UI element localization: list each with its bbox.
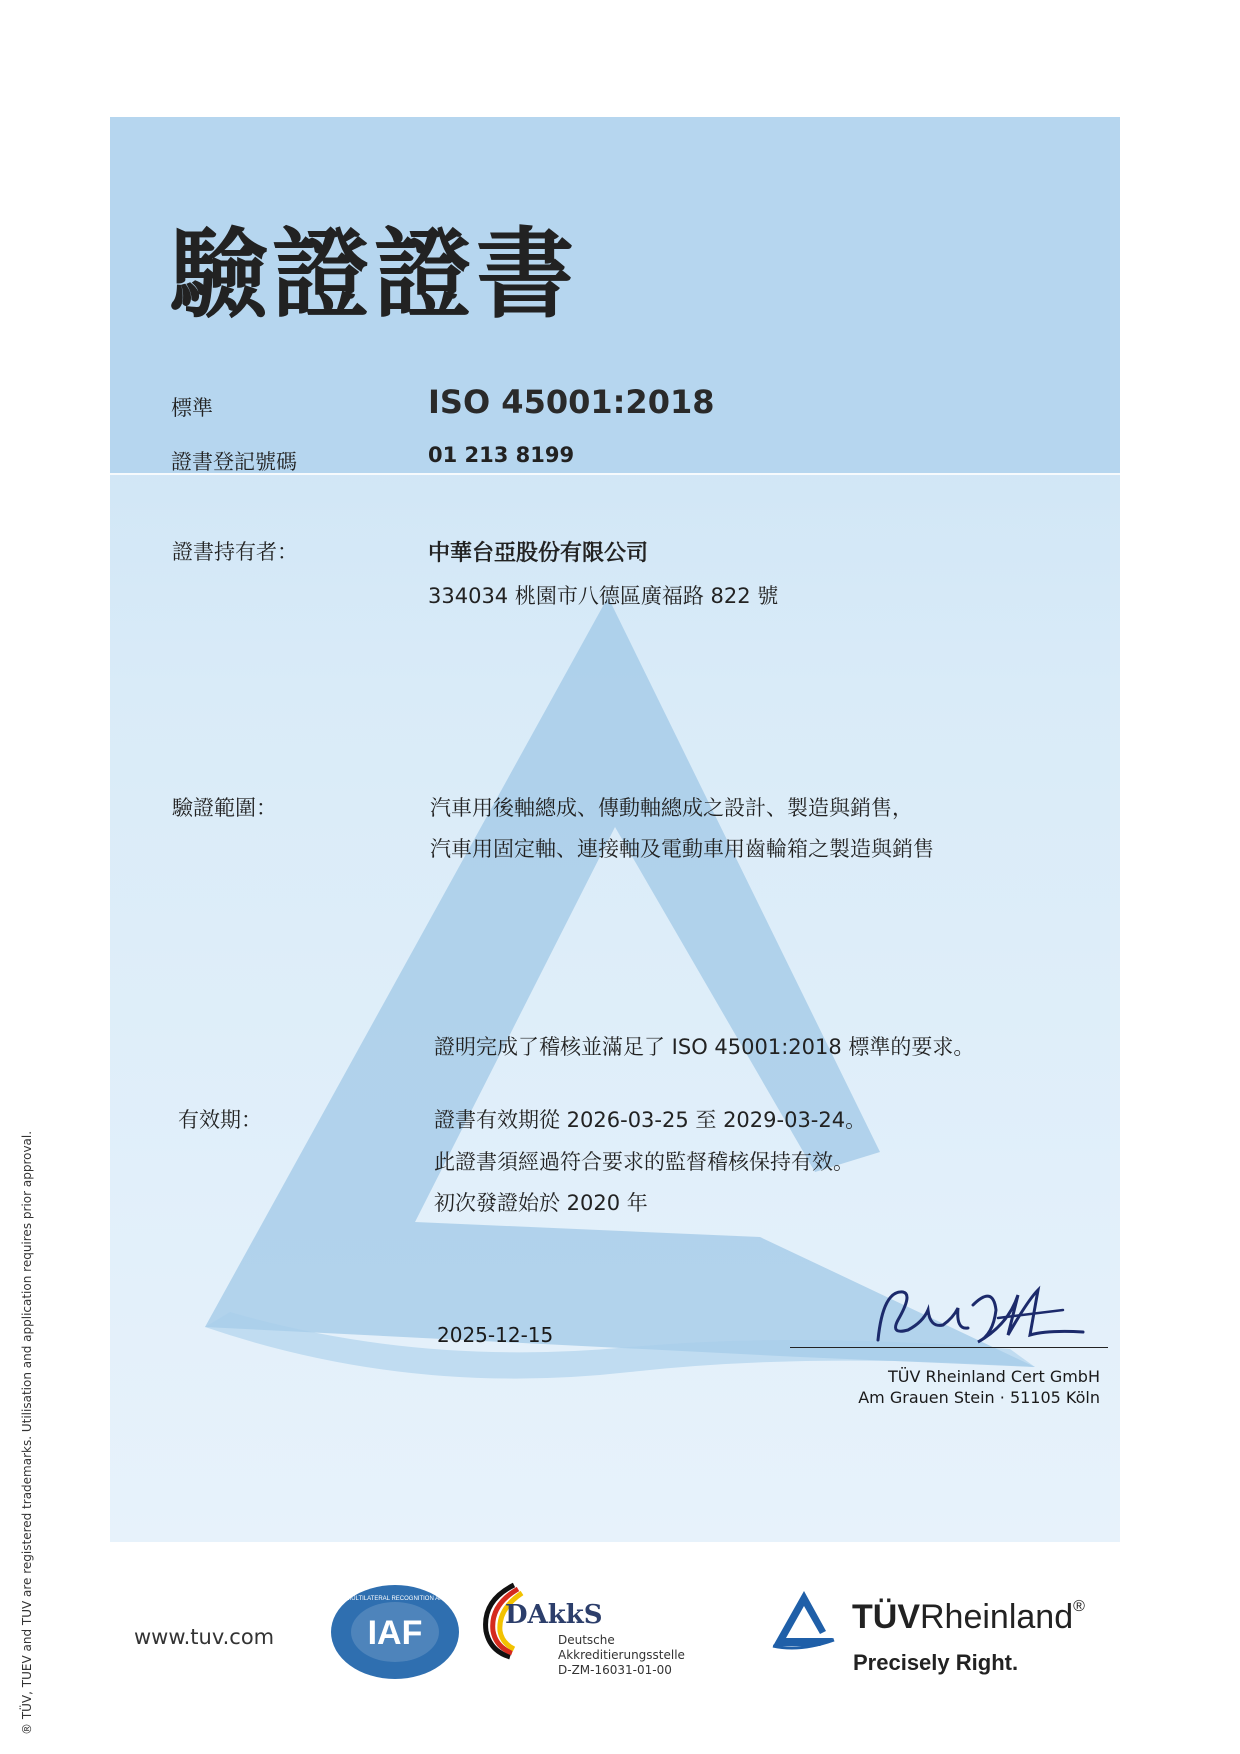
dakks-line: Akkreditierungsstelle (558, 1648, 685, 1662)
dakks-line: Deutsche (558, 1633, 615, 1647)
validity-label: 有效期： (178, 1108, 262, 1132)
validity-line: 此證書須經過符合要求的監督稽核保持有效。 (434, 1150, 854, 1174)
holder-address: 334034 桃園市八德區廣福路 822 號 (428, 584, 779, 608)
tuv-triangle-logo-icon (770, 1588, 838, 1650)
validity-line: 證書有效期從 2026-03-25 至 2029-03-24。 (434, 1108, 867, 1132)
holder-label: 證書持有者： (172, 540, 298, 564)
dakks-title: DAkkS (505, 1600, 603, 1630)
issuer-address: Am Grauen Stein · 51105 Köln (858, 1388, 1100, 1407)
standard-value: ISO 45001:2018 (428, 383, 715, 421)
issue-date: 2025-12-15 (437, 1323, 554, 1347)
issuer-name: TÜV Rheinland Cert GmbH (888, 1367, 1100, 1386)
registration-number-label: 證書登記號碼 (171, 450, 297, 474)
iaf-logo-icon (308, 1582, 482, 1682)
signature (868, 1280, 1098, 1350)
scope-label: 驗證範圍： (172, 796, 277, 820)
scope-line: 汽車用固定軸、連接軸及電動車用齒輪箱之製造與銷售 (430, 837, 934, 861)
holder-name: 中華台亞股份有限公司 (428, 541, 649, 566)
dakks-accreditation-number: D-ZM-16031-01-00 (558, 1663, 672, 1677)
tuv-slogan: Precisely Right. (853, 1650, 1019, 1675)
svg-text:IAF: IAF (367, 1614, 423, 1652)
conformity-statement: 證明完成了稽核並滿足了 ISO 45001:2018 標準的要求。 (434, 1035, 975, 1059)
tuv-brand-bold: TÜV (852, 1598, 920, 1636)
signature-line (790, 1347, 1108, 1348)
scope-line: 汽車用後軸總成、傳動軸總成之設計、製造與銷售， (430, 796, 913, 820)
registration-number-value: 01 213 8199 (428, 443, 575, 467)
certificate-title: 驗證證書 (170, 218, 579, 332)
tuv-rheinland-wordmark (852, 1598, 1085, 1637)
tuv-brand-rest: Rheinland (920, 1598, 1074, 1636)
trademark-note: ® TÜV, TUEV and TUV are registered trademarks. Utilisation and application requires prior approval. (20, 1130, 34, 1735)
svg-text:MEMBER OF MULTILATERAL RECOGNI: MEMBER OF MULTILATERAL RECOGNITION ARRANGEMENT (308, 1596, 482, 1602)
registered-mark: ® (1073, 1598, 1085, 1615)
validity-line: 初次發證始於 2020 年 (434, 1191, 648, 1215)
standard-label: 標準 (171, 396, 213, 420)
website-link[interactable]: www.tuv.com (134, 1625, 275, 1649)
